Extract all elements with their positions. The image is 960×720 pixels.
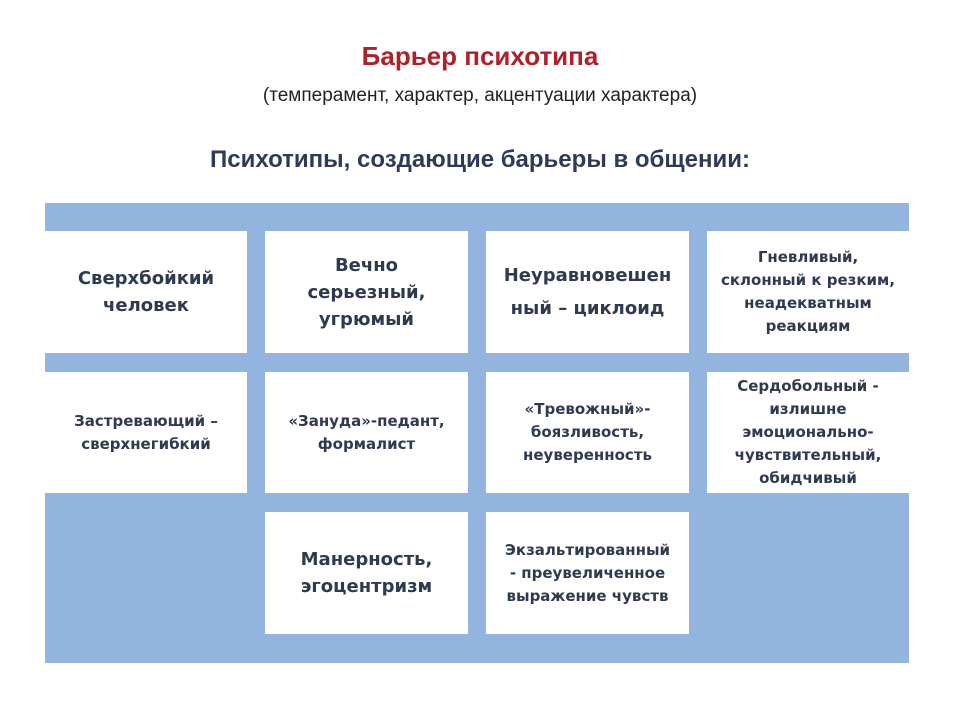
card-label: Неуравновешен ный – циклоид — [503, 265, 672, 319]
card-label: Сверхбойкий человек — [77, 268, 215, 316]
card-label: Застревающий – сверхнегибкий — [74, 411, 218, 453]
card-cycloid — [486, 231, 689, 353]
card-label: Манерность, эгоцентризм — [300, 549, 433, 597]
card-label: «Зануда»-педант, формалист — [288, 411, 445, 453]
card-label: Гневливый, склонный к резким, неадекватным реакциям — [720, 248, 896, 335]
card-egocentric — [265, 512, 468, 634]
card-pedant — [265, 372, 468, 493]
card-irritable — [707, 231, 909, 353]
slide-title: Барьер психотипа — [361, 41, 599, 71]
card-label: Сердобольный - излишне эмоционально- чувствительный, обидчивый — [734, 377, 882, 487]
card-gloomy — [265, 231, 468, 353]
card-label: Экзальтированный - преувеличенное выражение чувств — [504, 540, 671, 605]
card-exalted — [486, 512, 689, 634]
slide-subtitle: (темперамент, характер, акцентуации характера) — [262, 85, 698, 106]
card-anxious — [486, 372, 689, 493]
section-heading: Психотипы, создающие барьеры в общении: — [210, 146, 750, 173]
card-sensitive — [707, 372, 909, 493]
card-rigid — [45, 372, 247, 493]
card-label: Вечно серьезный, угрюмый — [307, 254, 426, 330]
card-label: «Тревожный»- боязливость, неуверенность — [523, 400, 652, 464]
card-hyperactive — [45, 231, 247, 353]
